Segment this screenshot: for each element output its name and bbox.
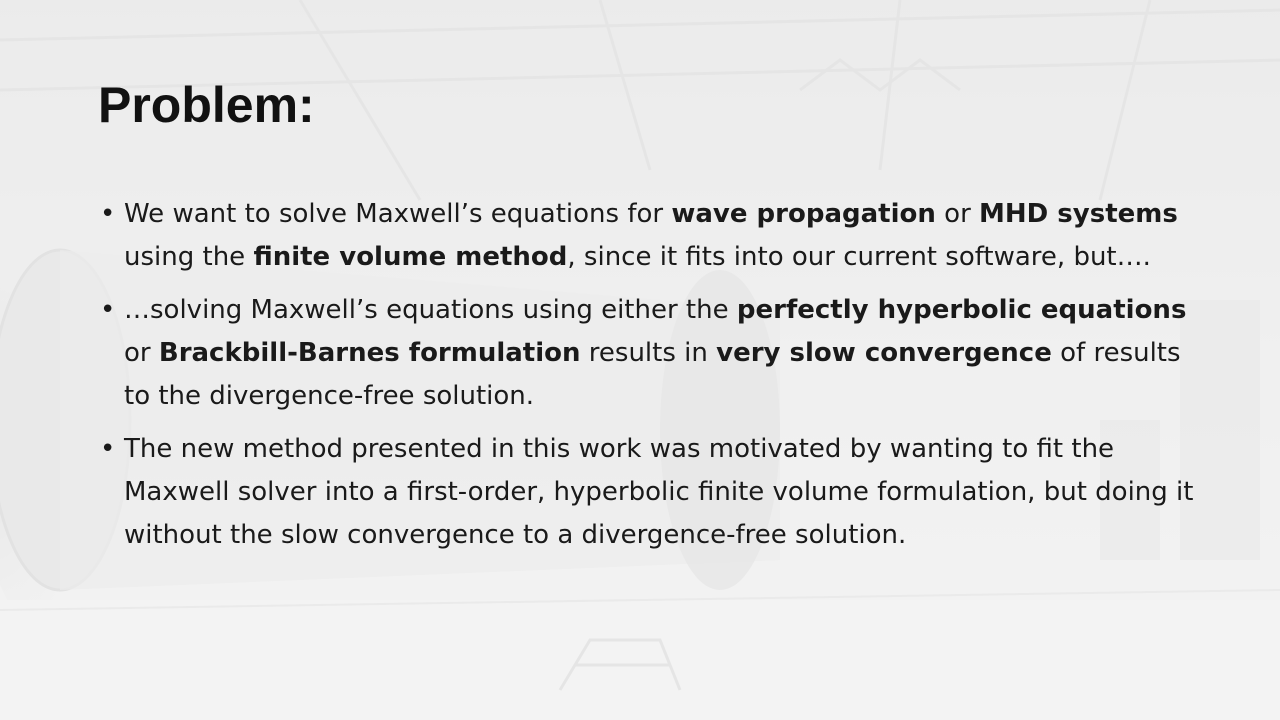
bullet-text: We want to solve Maxwell’s equations for bbox=[124, 199, 672, 229]
bullet-text: or bbox=[935, 199, 980, 229]
bullet-marker: • bbox=[100, 434, 116, 464]
bullet-text: using the bbox=[124, 242, 254, 272]
bullet-item bbox=[100, 193, 1200, 279]
bullet-emphasis: MHD systems bbox=[979, 199, 1178, 229]
bullet-emphasis: perfectly hyperbolic equations bbox=[736, 295, 1187, 325]
bullet-text: , since it fits into our current software, but…. bbox=[567, 242, 1151, 272]
bullet-emphasis: wave propagation bbox=[671, 199, 936, 229]
bullet-text: …solving Maxwell’s equations using either the bbox=[124, 295, 737, 325]
bullet-text: The new method presented in this work was motivated by wanting to fit the Maxwell solver into a first-order, hyperbolic finite volume formulation, but doing it without the slow convergence to a divergence-free solution. bbox=[124, 434, 1194, 550]
bullet-emphasis: Brackbill-Barnes formulation bbox=[158, 338, 581, 368]
slide-title: Problem: bbox=[98, 77, 315, 133]
bullet-list bbox=[100, 193, 1200, 567]
bullet-item bbox=[100, 428, 1200, 557]
bullet-text: or bbox=[124, 338, 159, 368]
bullet-marker: • bbox=[100, 199, 116, 229]
bullet-emphasis: very slow convergence bbox=[716, 338, 1052, 368]
bullet-text: results in bbox=[580, 338, 717, 368]
bullet-emphasis: finite volume method bbox=[253, 242, 568, 272]
bullet-marker: • bbox=[100, 295, 116, 325]
bullet-text: of results to the divergence-free solution. bbox=[124, 338, 1181, 411]
bullet-item bbox=[100, 289, 1200, 418]
